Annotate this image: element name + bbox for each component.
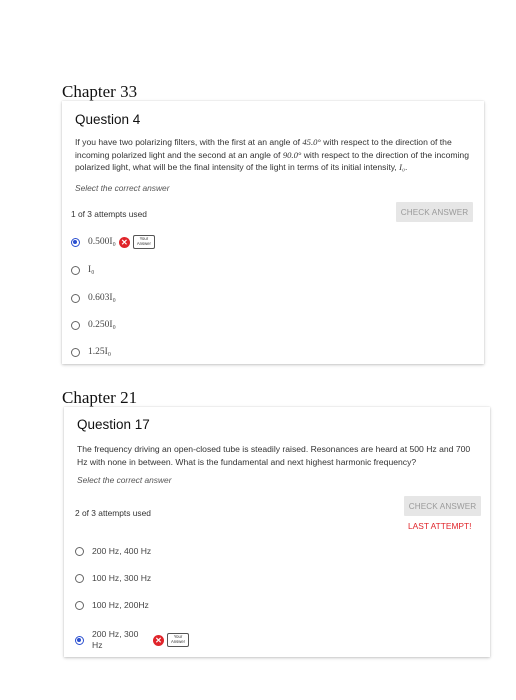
radio-selected[interactable]: [71, 238, 80, 247]
option-label: 100 Hz, 300 Hz: [92, 573, 152, 583]
question-card: [64, 407, 490, 657]
option-label: 0.603I₀: [88, 293, 116, 303]
last-attempt-warning: LAST ATTEMPT!: [408, 521, 472, 531]
radio-unselected[interactable]: [71, 348, 80, 357]
answer-option-1[interactable]: [71, 235, 155, 249]
question-title: Question 17: [77, 417, 150, 432]
answer-option-3[interactable]: [71, 291, 116, 305]
radio-selected[interactable]: [75, 636, 84, 645]
answer-option-5[interactable]: [71, 345, 111, 359]
chapter-heading: Chapter 21: [62, 388, 138, 407]
option-label: 0.500I₀: [88, 237, 116, 247]
radio-unselected[interactable]: [75, 574, 84, 583]
your-answer-badge: Your Answer: [167, 633, 189, 646]
radio-unselected[interactable]: [71, 321, 80, 330]
question-text: The frequency driving an open-closed tube is steadily raised. Resonances are heard at 500 Hz and 700 Hz with none in between. What is the fundamental and next highest harmonic frequency?: [77, 444, 471, 467]
radio-unselected[interactable]: [75, 601, 84, 610]
answer-option-4[interactable]: [71, 318, 116, 332]
radio-unselected[interactable]: [71, 266, 80, 275]
option-label: 100 Hz, 200Hz: [92, 600, 149, 610]
answer-option-1[interactable]: [75, 544, 151, 558]
option-label: I₀: [88, 265, 95, 275]
incorrect-x-icon: ✕: [153, 635, 164, 646]
incorrect-x-icon: ✕: [119, 237, 130, 248]
answer-option-2[interactable]: [71, 263, 94, 277]
select-hint: Select the correct answer: [75, 183, 170, 193]
attempts-counter: 2 of 3 attempts used: [75, 508, 151, 518]
attempts-counter: 1 of 3 attempts used: [71, 209, 147, 219]
check-answer-button[interactable]: CHECK ANSWER: [404, 496, 481, 516]
question-card: [62, 101, 484, 364]
option-label: 200 Hz, 400 Hz: [92, 546, 152, 556]
answer-option-2[interactable]: [75, 571, 151, 585]
select-hint: Select the correct answer: [77, 475, 172, 485]
question-text: If you have two polarizing filters, with the first at an angle of 45.0° with respect to the direction of the incoming polarized light and the second at an angle of 90.0° with respect to the direction of the incoming polarized light, what will be the final intensity of the light in terms of its initial intensity, I₀.: [75, 137, 469, 172]
option-label: 200 Hz, 300 Hz: [92, 629, 139, 650]
radio-unselected[interactable]: [71, 294, 80, 303]
check-answer-button[interactable]: CHECK ANSWER: [396, 202, 473, 222]
chapter-heading: Chapter 33: [62, 82, 138, 101]
option-label: 1.25I₀: [88, 347, 112, 357]
radio-unselected[interactable]: [75, 547, 84, 556]
question-title: Question 4: [75, 112, 141, 127]
answer-option-4[interactable]: [75, 628, 189, 652]
option-label: 0.250I₀: [88, 320, 116, 330]
your-answer-badge: Your Answer: [133, 235, 155, 248]
answer-option-3[interactable]: [75, 598, 149, 612]
